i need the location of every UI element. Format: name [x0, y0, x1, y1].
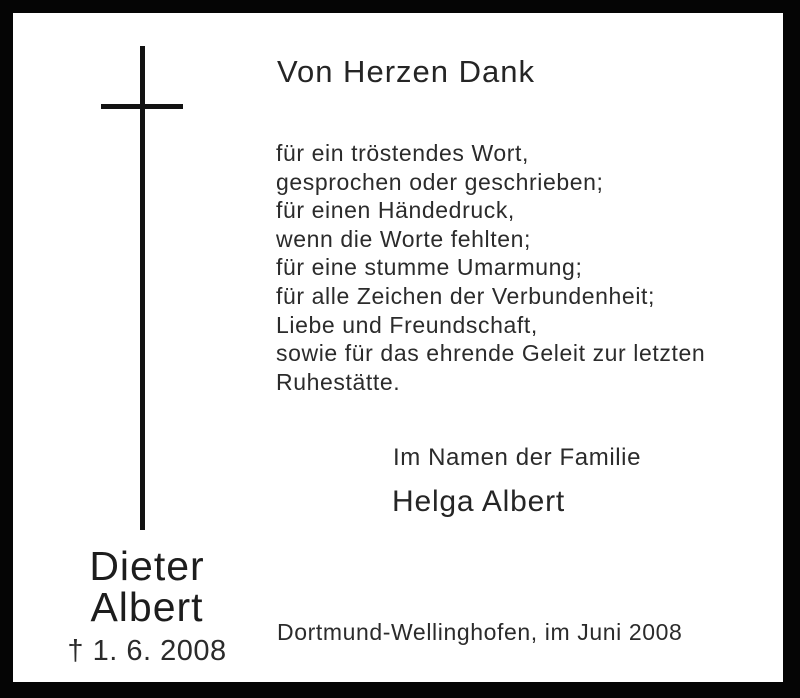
place-and-date-line: Dortmund-Wellinghofen, im Juni 2008 — [277, 619, 683, 645]
thanks-line: für ein tröstendes Wort, — [276, 140, 530, 166]
thanks-line: für alle Zeichen der Verbundenheit; — [276, 282, 656, 309]
deceased-name-block — [47, 543, 247, 667]
thanks-line: gesprochen oder geschrieben; — [276, 168, 604, 195]
thanks-line: Liebe und Freundschaft, — [276, 311, 538, 338]
closing-phrase: Im Namen der Familie — [393, 444, 642, 471]
cross-icon-vertical-bar — [140, 46, 145, 530]
notice-title: Von Herzen Dank — [277, 54, 535, 89]
thanks-line: sowie für das ehrende Geleit zur letzten — [276, 340, 706, 367]
death-date: † 1. 6. 2008 — [67, 635, 227, 667]
thanks-line: Ruhestätte. — [276, 368, 401, 395]
thanks-text-block — [276, 139, 705, 396]
cross-icon-horizontal-bar — [101, 104, 183, 109]
obituary-card — [13, 13, 783, 682]
deceased-first-name: Dieter — [89, 543, 205, 589]
thanks-line: für einen Händedruck, — [276, 197, 515, 224]
thanks-line: wenn die Worte fehlten; — [276, 225, 532, 252]
thanks-line: für eine stumme Umarmung; — [276, 254, 583, 281]
deceased-last-name: Albert — [90, 584, 204, 630]
signatory-name: Helga Albert — [392, 485, 566, 518]
